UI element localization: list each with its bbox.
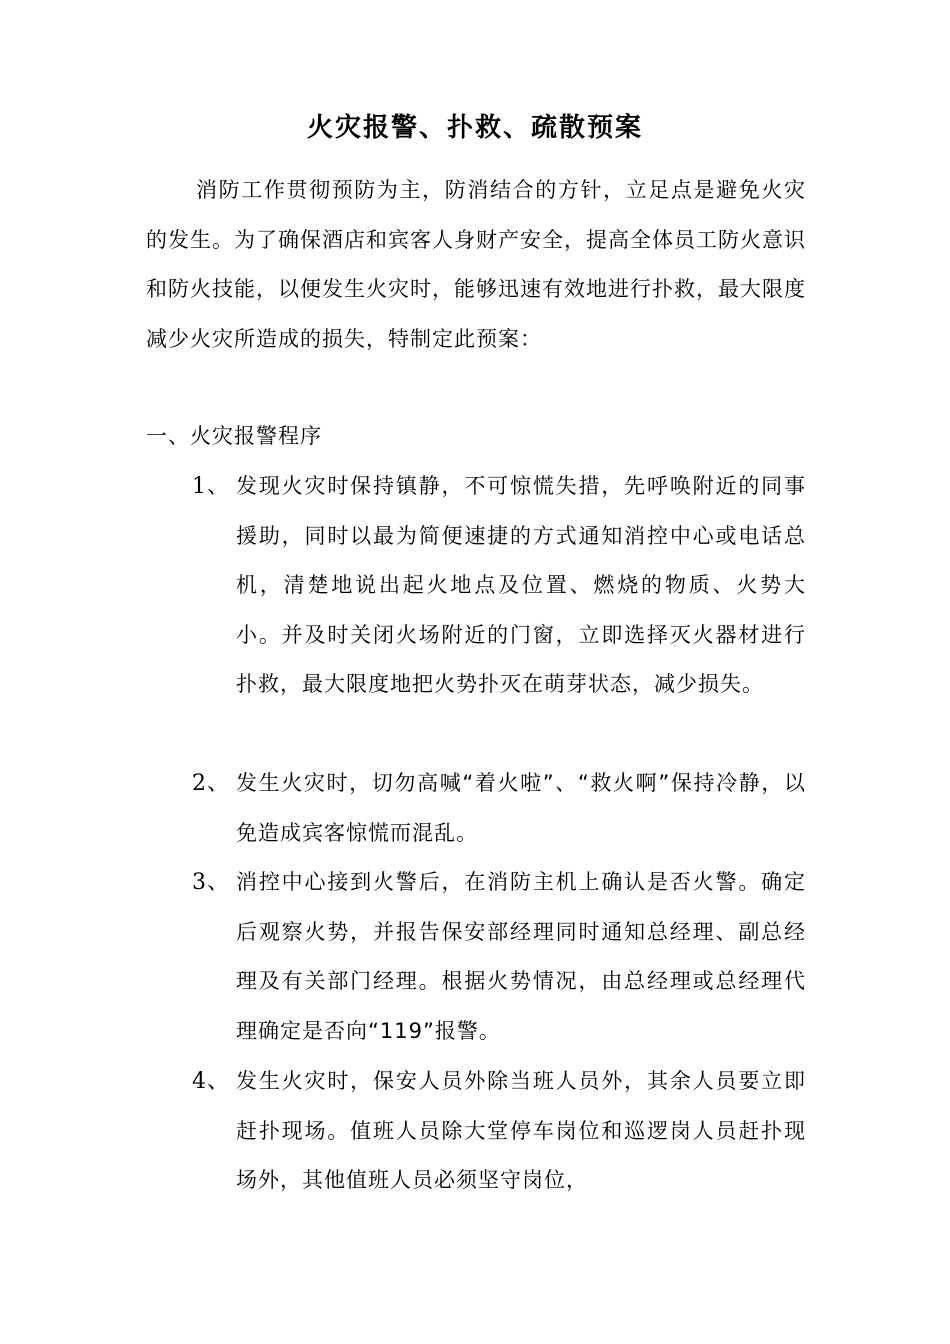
list-item-text: 发现火灾时保持镇静，不可惊慌失措，先呼唤附近的同事援助，同时以最为简便速捷的方式通知消控中心或电话总机，清楚地说出起火地点及位置、燃烧的物质、火势大小。并及时关闭火场附近的门窗，立即选择灭火器材进行扑救，最大限度地把火势扑灭在萌芽状态，减少损失。 <box>236 474 806 696</box>
list-item-number: 3、 <box>192 870 230 895</box>
document-title: 火灾报警、扑救、疏散预案 <box>306 113 643 143</box>
list-item-text: 消控中心接到火警后，在消防主机上确认是否火警。确定后观察火势，并报告保安部经理同时通知总经理、副总经理及有关部门经理。根据火势情况，由总经理或总经理代理确定是否向“119”报警。 <box>236 870 806 1043</box>
list-item-number: 1、 <box>192 474 230 499</box>
section-heading-fire-alarm: 一、火灾报警程序 <box>146 424 322 448</box>
list-item-number: 4、 <box>192 1069 230 1094</box>
list-item-number: 2、 <box>192 771 230 796</box>
list-item <box>192 1057 806 1206</box>
intro-paragraph: 消防工作贯彻预防为主，防消结合的方针，立足点是避免火灾的发生。为了确保酒店和宾客人身财产安全，提高全体员工防火意识和防火技能，以便发生火灾时，能够迅速有效地进行扑救，最大限度减少火灾所造成的损失，特制定此预案： <box>146 178 806 351</box>
list-item-text: 发生火灾时，切勿高喊“着火啦”、“救火啊”保持冷静，以免造成宾客惊慌而混乱。 <box>236 771 806 845</box>
list-item <box>192 462 806 710</box>
list-item <box>192 858 806 1056</box>
list-item <box>192 759 806 858</box>
list-item-text: 发生火灾时，保安人员外除当班人员外，其余人员要立即赶扑现场。值班人员除大堂停车岗位和巡逻岗人员赶扑现场外，其他值班人员必须坚守岗位， <box>236 1069 806 1192</box>
